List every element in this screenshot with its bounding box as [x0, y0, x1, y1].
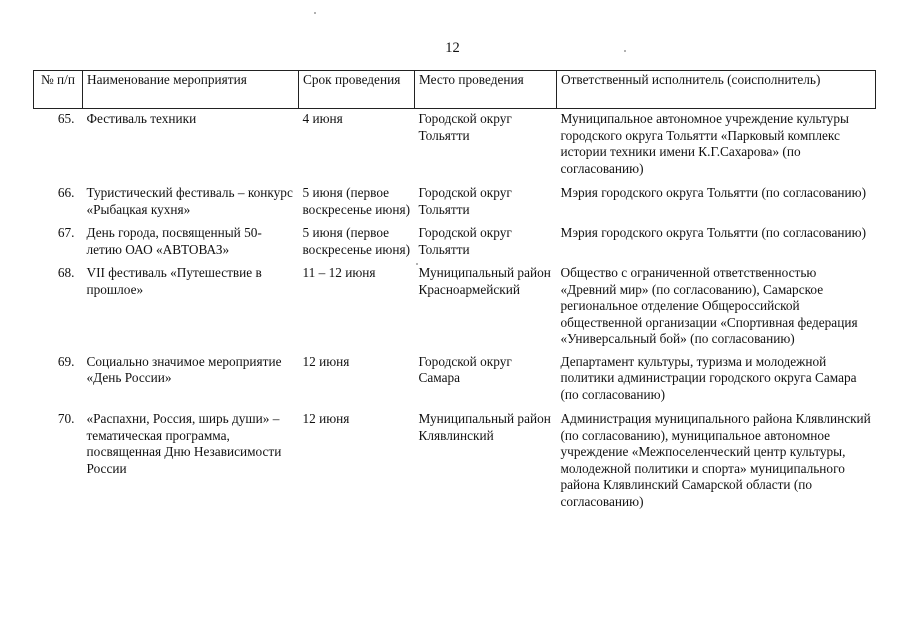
event-name: «Распахни, Россия, ширь души» – тематическая программа, посвященная Дню Независимости России [86, 411, 282, 476]
table-header-row [34, 71, 876, 109]
event-name: Фестиваль техники [86, 111, 197, 126]
event-date: 4 июня [302, 111, 343, 126]
table-row [34, 183, 876, 223]
event-responsible: Муниципальное автономное учреждение культуры городского округа Тольятти «Парковый комплекс истории техники имени К.Г.Сахарова» (по согласованию) [560, 111, 849, 176]
header-date: Срок проведения [299, 71, 415, 109]
row-num: 69. [57, 353, 75, 369]
event-place: Городской округ Самара [418, 353, 512, 385]
event-name: День города, посвященный 50-летию ОАО «АВТОВАЗ» [86, 225, 262, 257]
event-name: Социально значимое мероприятие «День России» [86, 353, 282, 385]
event-place: Городской округ Тольятти [418, 225, 512, 257]
event-place: Муниципальный район Красноармейский [418, 265, 551, 297]
event-name: VII фестиваль «Путешествие в прошлое» [86, 265, 262, 297]
table-row [34, 263, 876, 352]
row-num: 68. [57, 265, 75, 280]
event-name: Туристический фестиваль – конкурс «Рыбацкая кухня» [86, 185, 293, 217]
event-place: Муниципальный район Клявлинский [418, 411, 551, 443]
event-date: 11 – 12 июня [302, 265, 376, 280]
header-num: № п/п [34, 71, 83, 109]
table-row [34, 109, 876, 184]
event-responsible: Общество с ограниченной ответственностью «Древний мир» (по согласованию), Самарское региональное отделение Общероссийской общественной организации «Спортивная федерация «Универсальный бой» (по согласованию) [560, 265, 858, 346]
scan-speck [416, 263, 418, 265]
page-number: 12 [445, 40, 460, 56]
event-place: Городской округ Тольятти [418, 111, 512, 143]
event-responsible: Мэрия городского округа Тольятти (по согласованию) [560, 225, 867, 240]
event-date: 12 июня [302, 411, 350, 426]
event-responsible: Администрация муниципального района Клявлинский (по согласованию), муниципальное автономное учреждение «Межпоселенческий центр культуры, молодежной политики и спорта» муниципального района Клявлинский Самарской области (по согласованию) [560, 411, 871, 509]
table-row [34, 352, 876, 410]
table-row [34, 409, 876, 510]
event-responsible: Мэрия городского округа Тольятти (по согласованию) [560, 185, 867, 200]
scan-speck [624, 50, 626, 52]
event-date: 12 июня [302, 353, 350, 369]
row-num: 66. [57, 185, 75, 200]
event-date: 5 июня (первое воскресенье июня) [302, 225, 410, 257]
header-responsible: Ответственный исполнитель (соисполнитель) [557, 71, 876, 109]
row-num: 70. [57, 411, 75, 426]
header-place: Место проведения [415, 71, 557, 109]
table-row [34, 223, 876, 263]
events-table [33, 70, 876, 510]
event-date: 5 июня (первое воскресенье июня) [302, 185, 410, 217]
row-num: 65. [57, 111, 75, 126]
row-num: 67. [57, 225, 75, 240]
event-responsible: Департамент культуры, туризма и молодежной политики администрации городского округа Самара (по согласованию) [560, 353, 857, 402]
header-name: Наименование мероприятия [83, 71, 299, 109]
event-place: Городской округ Тольятти [418, 185, 512, 217]
scan-speck [314, 12, 316, 14]
